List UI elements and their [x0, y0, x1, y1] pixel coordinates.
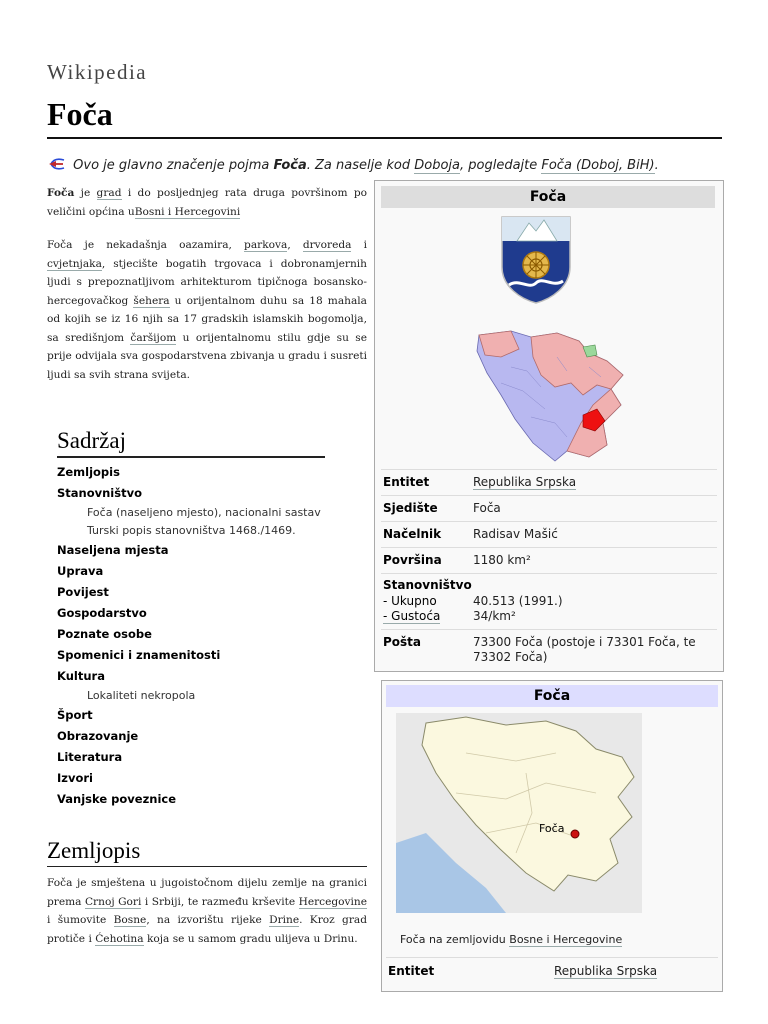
toc-item[interactable]: Šport: [57, 708, 93, 722]
paragraph-text: i šumovite: [47, 914, 114, 926]
hatnote-text-3: , pogledajte: [459, 158, 542, 173]
row-label: Sjedište: [383, 501, 438, 515]
row-value-gustoca: 34/km²: [473, 609, 516, 623]
disambiguation-icon: [47, 157, 65, 171]
toc-divider: [57, 456, 325, 458]
coat-of-arms-image[interactable]: [499, 215, 573, 305]
map-marker-label: Foča: [539, 822, 565, 835]
location-map-image[interactable]: [396, 713, 642, 913]
paragraph-text: u orijentalnomu stilu gdje su se prije odvijala sva gospodarstvena zbivanja u gradu i susreti ljudi sa svih strana svijeta.: [47, 331, 367, 381]
row-label: Pošta: [383, 635, 422, 649]
inline-link[interactable]: čaršijom: [130, 331, 177, 344]
row-label: Načelnik: [383, 527, 442, 541]
intro-paragraph-2: [47, 236, 367, 384]
infobox-row-povrsina: [381, 547, 717, 574]
entitet-link[interactable]: Republika Srpska: [473, 475, 577, 489]
hatnote-text-2: . Za naselje kod: [306, 158, 415, 173]
hatnote-link-foca-doboj[interactable]: Foča (Doboj, BiH): [541, 158, 655, 173]
toc-heading: Sadržaj: [57, 428, 126, 453]
row-label: Entitet: [388, 964, 435, 978]
inline-link[interactable]: drvoreda: [302, 239, 352, 251]
infobox-title: Foča: [381, 186, 715, 208]
caption-text: Foča na zemljovidu: [400, 933, 510, 946]
title-divider: [47, 137, 722, 139]
paragraph-text: , stjecište bogatih trgovaca i dobronamjernih ljudi s prepoznatljivom arhitekturom tipičnoga bosansko-hercegovačkog: [47, 257, 367, 307]
row-sublabel-ukupno: - Ukupno: [383, 594, 437, 608]
inline-link[interactable]: Ćehotina: [95, 932, 144, 945]
inline-link[interactable]: Bosne: [113, 914, 147, 926]
inline-link[interactable]: šehera: [133, 294, 170, 307]
row-value-ukupno: 40.513 (1991.): [473, 594, 563, 608]
intro-paragraph-1: [47, 184, 367, 221]
paragraph-text: , na izvorištu rijeke: [146, 914, 270, 926]
toc-item[interactable]: Zemljopis: [57, 465, 120, 479]
infobox-location: [381, 680, 723, 992]
toc-item[interactable]: Stanovništvo: [57, 486, 142, 500]
row-label: Stanovništvo: [383, 578, 472, 592]
hatnote-link-doboja[interactable]: Doboja: [414, 158, 460, 173]
paragraph-text: . Kroz grad protiče i: [47, 914, 367, 945]
toc-item[interactable]: Izvori: [57, 771, 93, 785]
caption-link[interactable]: Bosne i Hercegovine: [509, 933, 623, 946]
row-label: Entitet: [383, 475, 430, 489]
inline-link[interactable]: Hercegovine: [298, 895, 367, 908]
wikipedia-wordmark: Wikipedia: [47, 60, 148, 84]
paragraph-text: Foča je smještena u jugoistočnom dijelu zemlje na granici prema: [47, 877, 367, 908]
paragraph-text: i Srbiji, te razmeđu krševite: [141, 895, 299, 908]
infobox-row-entitet: [381, 469, 717, 496]
toc-item[interactable]: Povijest: [57, 585, 109, 599]
entity-map-image[interactable]: [471, 327, 629, 467]
bold-term: Foča: [47, 187, 75, 199]
section-divider: [47, 866, 367, 867]
toc-subitem[interactable]: Turski popis stanovništva 1468./1469.: [87, 524, 296, 537]
toc-item[interactable]: Kultura: [57, 669, 105, 683]
row-value: Radisav Mašić: [473, 527, 558, 541]
inline-link[interactable]: Crnoj Gori: [84, 895, 142, 908]
entitet-link-2[interactable]: Republika Srpska: [554, 964, 658, 978]
paragraph-text: i do posljednjeg rata druga površinom po veličini općina u: [47, 187, 367, 218]
paragraph-text: u orijentalnom duhu sa 18 mahala od kojih se iz 16 njih sa 17 gradskih islamskih bogomolja, sa središnjom: [47, 294, 367, 344]
paragraph-text: koja se u samom gradu ulijeva u Drinu.: [143, 932, 358, 945]
infobox2-row-entitet: [386, 957, 718, 988]
inline-link[interactable]: Drine: [269, 914, 300, 926]
infobox-row-stanovnistvo: [381, 573, 717, 630]
toc-item[interactable]: Spomenici i znamenitosti: [57, 648, 221, 662]
row-value: 73300 Foča (postoje i 73301 Foča, te 73302 Foča): [473, 635, 696, 664]
paragraph-text: je: [74, 187, 97, 199]
toc-subitem[interactable]: Lokaliteti nekropola: [87, 689, 196, 702]
toc-item[interactable]: Naseljena mjesta: [57, 543, 169, 557]
row-value: Foča: [473, 501, 501, 515]
section-heading-zemljopis: Zemljopis: [47, 838, 141, 863]
infobox2-title: Foča: [386, 685, 718, 707]
page-title: Foča: [47, 96, 113, 132]
disambiguation-hatnote: [47, 157, 727, 173]
toc-item[interactable]: Obrazovanje: [57, 729, 139, 743]
inline-link[interactable]: cvjetnjaka: [47, 257, 102, 270]
toc-item[interactable]: Uprava: [57, 564, 104, 578]
hatnote-text-1: Ovo je glavno značenje pojma: [73, 158, 274, 173]
row-value: 1180 km²: [473, 553, 531, 567]
toc-item[interactable]: Literatura: [57, 750, 123, 764]
zemljopis-paragraph: [47, 874, 367, 948]
paragraph-text: i: [351, 239, 367, 251]
inline-link[interactable]: grad: [96, 187, 122, 199]
toc-item[interactable]: Poznate osobe: [57, 627, 152, 641]
gustoca-link[interactable]: - Gustoća: [383, 609, 441, 623]
infobox-row-posta: [381, 629, 717, 670]
table-of-contents: [57, 462, 357, 810]
infobox-row-nacelnik: [381, 521, 717, 548]
toc-subitem[interactable]: Foča (naseljeno mjesto), nacionalni sastav: [87, 506, 321, 519]
toc-item[interactable]: Vanjske poveznice: [57, 792, 177, 806]
row-label: Površina: [383, 553, 442, 567]
infobox-municipality: [374, 180, 724, 672]
infobox-row-sjediste: [381, 495, 717, 522]
paragraph-text: ,: [287, 239, 303, 251]
map-caption: [400, 933, 622, 946]
inline-link[interactable]: Bosni i Hercegovini: [134, 205, 241, 218]
toc-item[interactable]: Gospodarstvo: [57, 606, 147, 620]
hatnote-text-4: .: [654, 158, 659, 173]
hatnote-term: Foča: [273, 158, 307, 173]
paragraph-text: Foča je nekadašnja oazamira,: [47, 239, 245, 251]
inline-link[interactable]: parkova: [244, 239, 288, 251]
